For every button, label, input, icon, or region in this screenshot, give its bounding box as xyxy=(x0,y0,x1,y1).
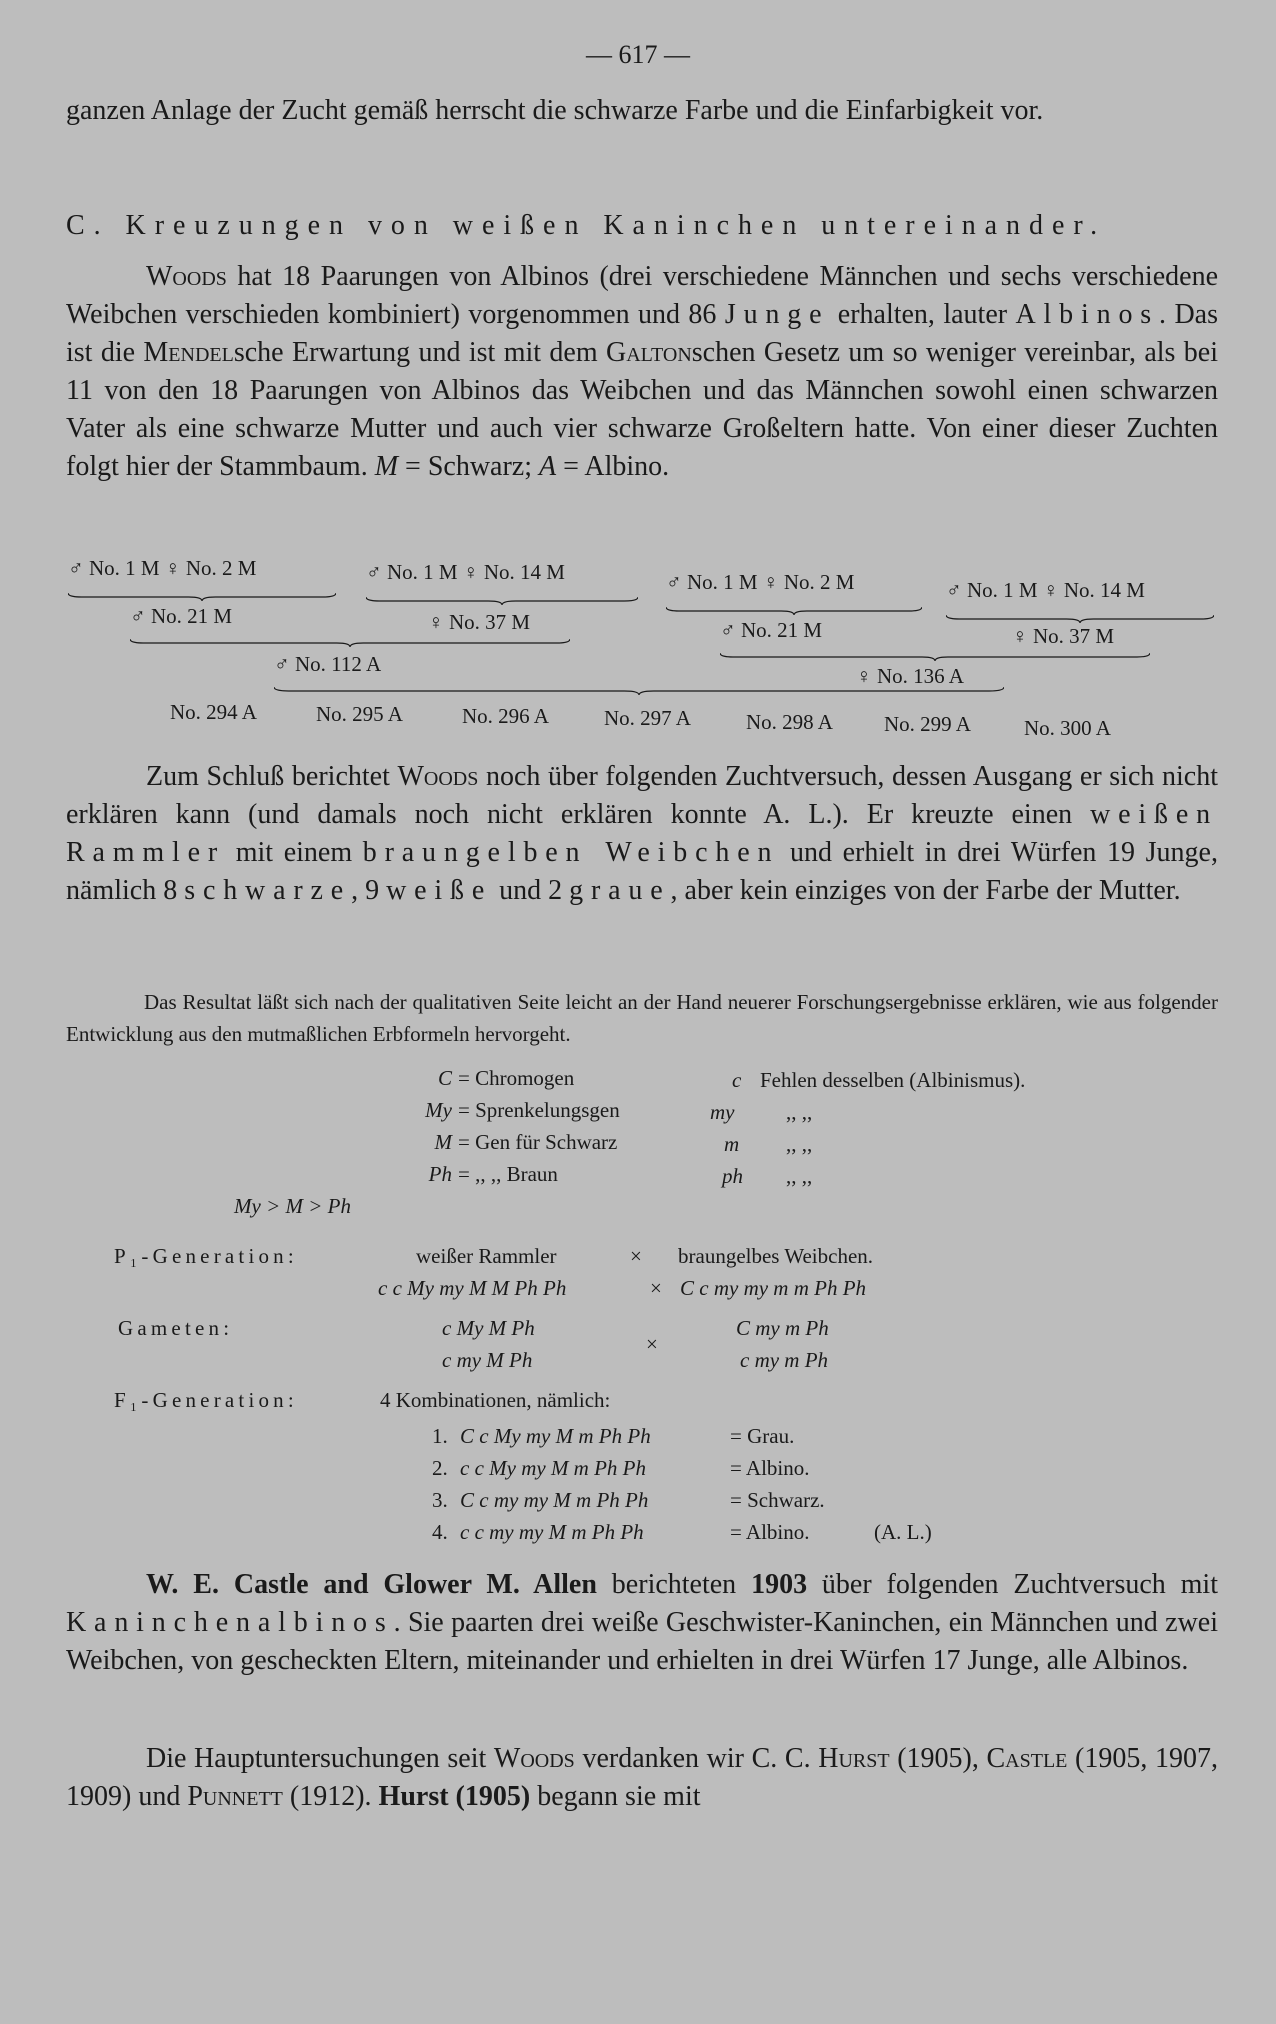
offspring-item: No. 300 A xyxy=(1024,716,1111,740)
paragraph-castle xyxy=(66,1566,1218,1680)
section-heading: C. Kreuzungen von weißen Kaninchen untereinander. xyxy=(66,210,1107,241)
combination-genotype: C c My my M m Ph Ph xyxy=(460,1424,651,1448)
paragraph-top: ganzen Anlage der Zucht gemäß herrscht die schwarze Farbe und die Einfarbigkeit vor. xyxy=(66,95,1044,126)
pedigree-individual: ♀ No. 136 A xyxy=(856,664,964,688)
author-name: Castle xyxy=(986,1743,1068,1774)
combination-genotype: C c my my M m Ph Ph xyxy=(460,1488,649,1512)
symbol: A xyxy=(539,451,557,482)
factor-text: = Gen für Schwarz xyxy=(458,1130,618,1154)
pedigree-brace xyxy=(946,614,1214,624)
text-span: über folgenden Zuchtversuch mit xyxy=(807,1569,1218,1600)
factor-symbol: M xyxy=(434,1130,452,1154)
paragraph-resultat: Das Resultat läßt sich nach der qualitativen Seite leicht an der Hand neuerer Forschungsergebnisse erklären, wie aus folgender Entwicklung aus den mutmaßlichen Erbformeln hervorgeht. xyxy=(66,990,1218,1046)
text-span: und erhielt in drei Würfen 19 Junge, nämlich 8 xyxy=(66,837,1218,906)
spaced-text: Junge xyxy=(724,299,830,330)
f1-label: F₁-Generation: xyxy=(114,1388,298,1412)
p1-right-text: braungelbes Weibchen. xyxy=(678,1244,874,1268)
spaced-text: weiße xyxy=(386,875,493,906)
combination-number: 3. xyxy=(432,1488,448,1512)
p1-label: P₁-Generation: xyxy=(114,1244,298,1268)
factor-text: ,, ,, xyxy=(786,1100,813,1124)
pedigree-pair: ♂ No. 1 M ♀ No. 2 M xyxy=(68,556,257,580)
factor-symbol: Ph xyxy=(428,1162,452,1186)
text-span: sche Erwartung und ist mit dem xyxy=(233,337,606,368)
pedigree-individual: ♂ No. 112 A xyxy=(274,652,382,676)
year: 1903 xyxy=(751,1569,808,1600)
offspring-item: No. 298 A xyxy=(746,710,833,734)
combination-number: 4. xyxy=(432,1520,448,1544)
text-span: Die Hauptuntersuchungen seit xyxy=(146,1743,494,1774)
pedigree-brace xyxy=(68,592,336,602)
dominance-formula: My > M > Ph xyxy=(234,1194,351,1218)
factor-symbol: m xyxy=(724,1132,740,1156)
pedigree-brace xyxy=(666,606,922,616)
f1-text: 4 Kombinationen, nämlich: xyxy=(380,1388,611,1412)
page-number: — 617 — xyxy=(586,40,690,69)
factor-symbol: My xyxy=(425,1098,452,1122)
paragraph-woods xyxy=(66,258,1218,486)
paragraph-haupt xyxy=(66,1740,1218,1816)
pedigree-brace xyxy=(130,638,570,648)
combination-number: 1. xyxy=(432,1424,448,1448)
combination-result: = Schwarz. xyxy=(730,1488,825,1512)
author-name: Woods xyxy=(397,761,479,792)
pedigree-brace xyxy=(366,596,638,606)
spaced-text: braungelben Weibchen xyxy=(362,837,780,868)
pedigree-brace xyxy=(274,686,1004,696)
offspring-item: No. 299 A xyxy=(884,712,971,736)
offspring-item: No. 296 A xyxy=(462,704,549,728)
factor-text: = Chromogen xyxy=(458,1066,575,1090)
factor-text: ,, ,, xyxy=(786,1132,813,1156)
author-name: Hurst (1905) xyxy=(378,1781,531,1812)
cross-symbol: × xyxy=(646,1332,658,1356)
spaced-text: schwarze xyxy=(184,875,352,906)
combination-genotype: c c My my M m Ph Ph xyxy=(460,1456,647,1480)
factor-text: = ,, ,, Braun xyxy=(458,1162,558,1186)
pedigree-individual: ♂ No. 21 M xyxy=(720,618,823,642)
text-span: hat 18 Paarungen von Albinos (drei verschiedene Männchen und sechs verschiedene Weibchen verschieden kombiniert) vorgenommen und 86 xyxy=(66,261,1218,330)
paragraph-schluss xyxy=(66,758,1218,910)
text-span: schen Gesetz um so weniger vereinbar, als bei 11 von den 18 Paarungen von Albinos das Weibchen und das Männchen sowohl einen schwarzen Vater als eine schwarze Mutter und auch vier schwarze Großeltern hatte. Von einer dieser Zuchten folgt hier der Stammbaum. xyxy=(66,337,1219,482)
author-name: Mendel xyxy=(143,337,234,368)
spaced-text: Albinos xyxy=(1015,299,1160,330)
cross-symbol: × xyxy=(650,1276,662,1300)
combination-result: = Albino. xyxy=(730,1456,810,1480)
spaced-text: weißen Rammler xyxy=(66,799,1218,868)
factor-symbol: ph xyxy=(722,1164,743,1188)
gameten-label: Gameten: xyxy=(118,1316,234,1340)
text-span: . Sie paarten drei weiße Geschwister-Kaninchen, ein Männchen und zwei Weibchen, von gescheckten Eltern, miteinander und erhielten in drei Würfen 17 Junge, alle Albinos. xyxy=(66,1607,1218,1676)
factor-symbol: C xyxy=(437,1066,452,1090)
p1-left-text: weißer Rammler xyxy=(416,1244,557,1268)
p1-right-genotype: C c my my m m Ph Ph xyxy=(680,1276,867,1300)
gamete: c My M Ph xyxy=(442,1316,535,1340)
factor-text: Fehlen desselben (Albinismus). xyxy=(760,1068,1026,1092)
author-name: Galton xyxy=(605,337,692,368)
pedigree-individual: ♀ No. 37 M xyxy=(1012,624,1115,648)
text-span: (1905, 1907, 1909) und xyxy=(66,1743,1218,1812)
text-span: berichteten xyxy=(596,1569,752,1600)
factor-text: = Sprenkelungsgen xyxy=(458,1098,620,1122)
author-name: Woods xyxy=(493,1743,575,1774)
text-span: und 2 xyxy=(492,875,570,906)
text-span: (1905), xyxy=(889,1743,987,1774)
spaced-text: graue xyxy=(569,875,671,906)
symbol: M xyxy=(374,451,399,482)
text-span: , aber kein einziges von der Farbe der Mutter. xyxy=(670,875,1181,906)
text-span: verdanken wir C. C. xyxy=(574,1743,819,1774)
pedigree-pair: ♂ No. 1 M ♀ No. 14 M xyxy=(946,578,1145,602)
spaced-text: Kaninchenalbinos xyxy=(66,1607,394,1638)
p1-left-genotype: c c My my M M Ph Ph xyxy=(378,1276,567,1300)
text-span: erhalten, lauter xyxy=(829,299,1016,330)
factor-symbol: my xyxy=(710,1100,735,1124)
combination-result: = Grau. xyxy=(730,1424,795,1448)
pedigree-individual: ♀ No. 37 M xyxy=(428,610,531,634)
offspring-item: No. 297 A xyxy=(604,706,691,730)
author-name: W. E. Castle and Glower M. Allen xyxy=(146,1569,597,1600)
pedigree-pair: ♂ No. 1 M ♀ No. 14 M xyxy=(366,560,565,584)
author-note: (A. L.) xyxy=(874,1520,932,1544)
text-span: Zum Schluß berichtet xyxy=(146,761,398,792)
text-span: noch über folgenden Zuchtversuch, dessen Ausgang er sich nicht erklären kann (und damals noch nicht erklären konnte A. L.). Er kreuzte einen xyxy=(66,761,1219,830)
pedigree-individual: ♂ No. 21 M xyxy=(130,604,233,628)
text-span: , 9 xyxy=(351,875,387,906)
text-span: = Albino. xyxy=(556,451,670,482)
pedigree-brace xyxy=(720,652,1150,662)
author-name: Hurst xyxy=(818,1743,890,1774)
gamete: c my m Ph xyxy=(740,1348,829,1372)
combination-genotype: c c my my M m Ph Ph xyxy=(460,1520,644,1544)
combination-result: = Albino. xyxy=(730,1520,810,1544)
text-span: . Das ist die xyxy=(66,299,1218,368)
author-name: Woods xyxy=(146,261,227,292)
factor-text: ,, ,, xyxy=(786,1164,813,1188)
factor-symbol: c xyxy=(732,1068,742,1092)
author-name: Punnett xyxy=(187,1781,283,1812)
gamete: c my M Ph xyxy=(442,1348,533,1372)
text-span: begann sie mit xyxy=(530,1781,701,1812)
offspring-item: No. 294 A xyxy=(170,700,257,724)
cross-symbol: × xyxy=(630,1244,642,1268)
offspring-item: No. 295 A xyxy=(316,702,403,726)
gamete: C my m Ph xyxy=(736,1316,829,1340)
pedigree-pair: ♂ No. 1 M ♀ No. 2 M xyxy=(666,570,855,594)
combination-number: 2. xyxy=(432,1456,448,1480)
text-span: (1912). xyxy=(282,1781,379,1812)
text-span: mit einem xyxy=(225,837,363,868)
text-span: = Schwarz; xyxy=(398,451,540,482)
